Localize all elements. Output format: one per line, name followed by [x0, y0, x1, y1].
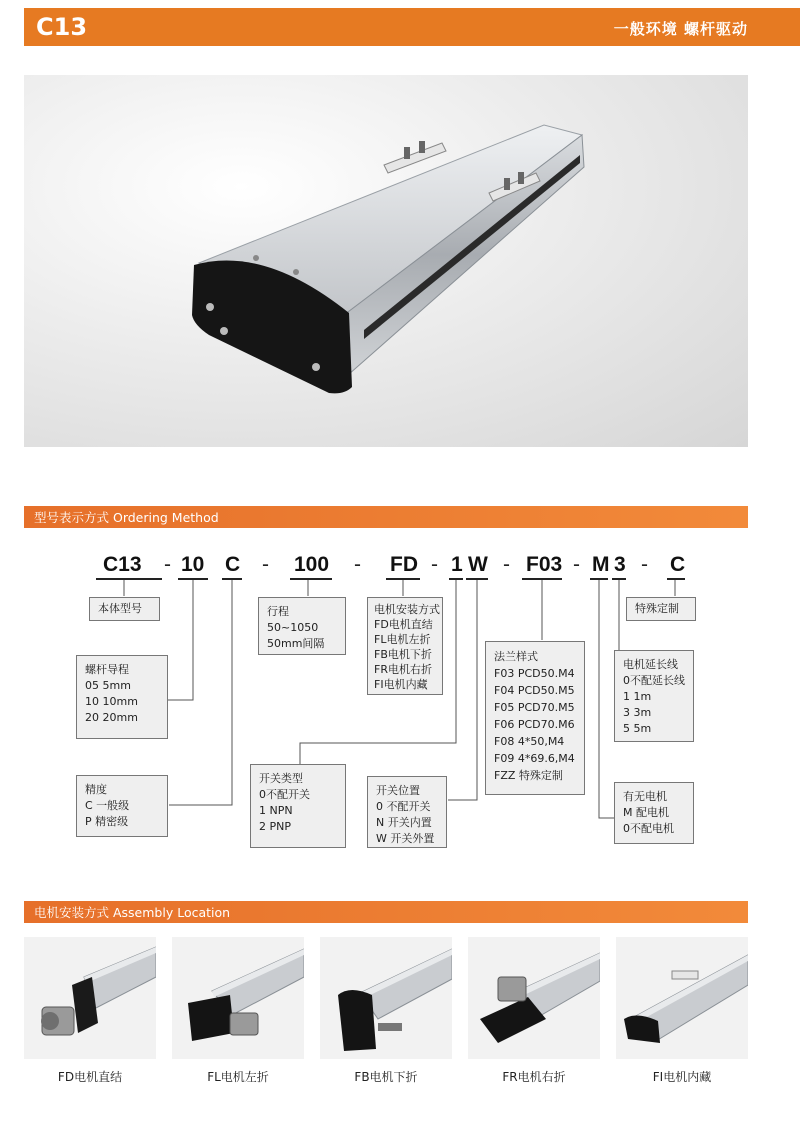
box-cable: 电机延长线 0不配延长线 1 1m 3 3m 5 5m: [614, 650, 694, 742]
model-title: C13: [36, 13, 88, 41]
assembly-image-fi: [616, 937, 748, 1059]
fd-motor-direct-illustration: [24, 937, 156, 1059]
box-screw-pitch: 螺杆导程 05 5mm 10 10mm 20 20mm: [76, 655, 168, 739]
code-underline: [522, 578, 562, 580]
assembly-label-fi: FI电机内藏: [652, 1070, 712, 1084]
code-part-motor: M: [592, 553, 610, 576]
code-underline: [96, 578, 162, 580]
code-part-stroke: 100: [294, 553, 330, 576]
fi-motor-builtin-illustration: [616, 937, 748, 1059]
code-dash: -: [573, 553, 580, 576]
assembly-image-fr: [468, 937, 600, 1059]
assembly-image-fl: [172, 937, 304, 1059]
fl-motor-left-illustration: [172, 937, 304, 1059]
code-part-switch-type: 1: [451, 553, 463, 576]
box-flange: 法兰样式 F03 PCD50.M4 F04 PCD50.M5 F05 PCD70.M5 F06 PCD70.M6 F08 4*50,M4 F09 4*69.6,M4 FZZ 特殊定制: [485, 641, 585, 795]
code-underline: [290, 578, 332, 580]
fb-motor-down-illustration: [320, 937, 452, 1059]
box-precision: 精度 C 一般级 P 精密级: [76, 775, 168, 837]
code-part-custom: C: [670, 553, 686, 576]
assembly-label-fb: FB电机下折: [354, 1070, 418, 1084]
box-stroke: 行程 50~1050 50mm间隔: [258, 597, 346, 655]
fr-motor-right-illustration: [468, 937, 600, 1059]
assembly-section-bar: [24, 901, 748, 923]
code-underline: [612, 578, 626, 580]
code-part-pitch: 10: [181, 553, 205, 576]
code-dash: -: [262, 553, 269, 576]
box-motor-mount: 电机安装方式 FD电机直结 FL电机左折 FB电机下折 FR电机右折 FI电机内藏: [367, 597, 443, 695]
ordering-section-title: 型号表示方式 Ordering Method: [34, 510, 219, 525]
assembly-section-title: 电机安装方式 Assembly Location: [34, 905, 231, 920]
code-dash: -: [164, 553, 171, 576]
code-part-mount: FD: [390, 553, 418, 576]
code-underline: [386, 578, 420, 580]
box-custom: 特殊定制: [626, 597, 696, 621]
code-dash: -: [503, 553, 510, 576]
code-part-switch-pos: W: [468, 553, 488, 576]
box-switch-type: 开关类型 0不配开关 1 NPN 2 PNP: [250, 764, 346, 848]
code-dash: -: [431, 553, 438, 576]
ordering-section-bar: [24, 506, 748, 528]
assembly-label-fl: FL电机左折: [207, 1070, 269, 1084]
code-underline: [449, 578, 463, 580]
code-underline: [178, 578, 208, 580]
code-dash: -: [641, 553, 648, 576]
code-part-cable: 3: [614, 553, 626, 576]
code-underline: [222, 578, 242, 580]
linear-actuator-illustration: [24, 75, 748, 447]
code-underline: [667, 578, 685, 580]
code-part-precision: C: [225, 553, 241, 576]
header-subtitle: 一般环境 螺杆驱动: [613, 20, 748, 38]
code-underline: [466, 578, 488, 580]
box-body-model: 本体型号: [89, 597, 160, 621]
code-underline: [590, 578, 608, 580]
product-image: [24, 75, 748, 447]
header-bar: [24, 8, 800, 46]
assembly-image-fb: [320, 937, 452, 1059]
assembly-image-fd: [24, 937, 156, 1059]
box-motor: 有无电机 M 配电机 0不配电机: [614, 782, 694, 844]
box-switch-position: 开关位置 0 不配开关 N 开关内置 W 开关外置: [367, 776, 447, 848]
assembly-label-fd: FD电机直结: [57, 1070, 123, 1084]
code-part-model: C13: [103, 553, 142, 576]
code-part-flange: F03: [526, 553, 563, 576]
code-dash: -: [354, 553, 361, 576]
assembly-label-fr: FR电机右折: [502, 1070, 566, 1084]
